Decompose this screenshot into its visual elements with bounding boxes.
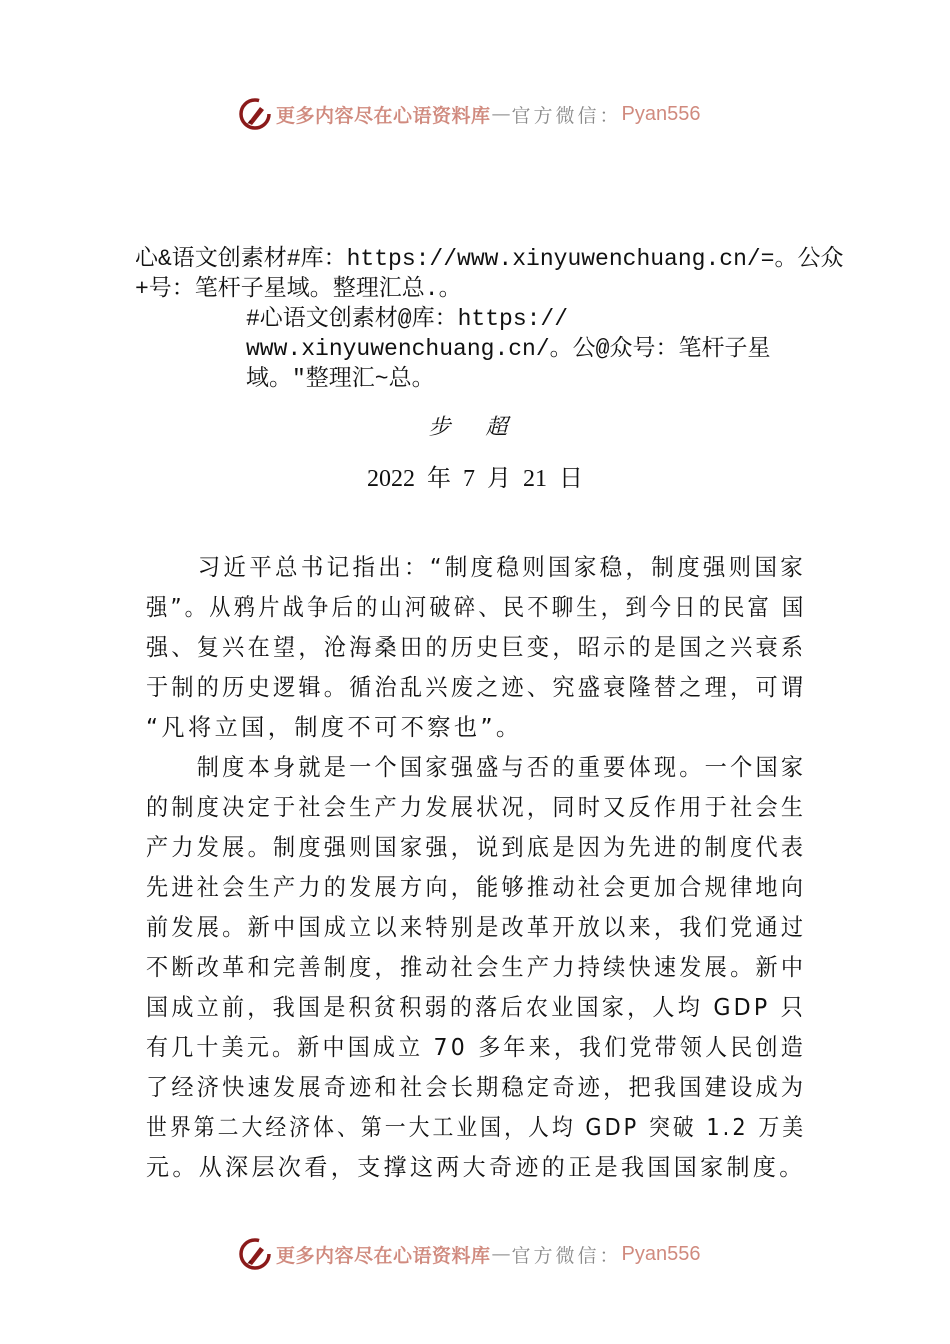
text-line: 的制度决定于社会生产力发展状况，同时又反作用于社会生 xyxy=(146,794,807,821)
banner-wechat-label: 官方微信： xyxy=(511,1244,622,1267)
watermark-line: +号：笔杆子星域。整理汇总.。 xyxy=(135,276,462,302)
text-line: 强、复兴在望，沧海桑田的历史巨变，昭示的是国之兴衰系 xyxy=(146,634,807,661)
text-line: 产力发展。制度强则国家强，说到底是因为先进的制度代表 xyxy=(146,834,807,861)
text-line: 前发展。新中国成立以来特别是改革开放以来，我们党通过 xyxy=(146,914,807,941)
text-line: 有几十美元。新中国成立 70 多年来，我们党带领人民创造 xyxy=(146,1034,806,1061)
watermark-block-1 xyxy=(135,244,855,304)
banner-dash: — xyxy=(491,1243,511,1265)
watermark-line: #心语文创素材@库：https:// xyxy=(246,306,569,332)
article-body xyxy=(146,548,806,1188)
watermark-line: www.xinyuwenchuang.cn/。公@众号：笔杆子星 xyxy=(246,336,771,362)
paragraph xyxy=(146,748,806,1188)
text-line: “凡将立国，制度不可不察也”。 xyxy=(146,714,523,741)
publish-date: 2022 年 7 月 21 日 xyxy=(367,466,583,492)
text-line: 国成立前，我国是积贫积弱的落后农业国家，人均 GDP 只 xyxy=(146,994,807,1021)
text-line: 世界第二大经济体、第一大工业国，人均 GDP 突破 1.2 万美 xyxy=(146,1114,807,1141)
text-line: 元。从深层次看，支撑这两大奇迹的正是我国国家制度。 xyxy=(146,1154,806,1181)
text-line: 于制的历史逻辑。循治乱兴废之迹、究盛衰隆替之理，可谓 xyxy=(146,674,807,701)
banner-dash: — xyxy=(491,103,511,125)
banner-main-text: 更多内容尽在心语资料库 xyxy=(276,1244,491,1267)
watermark-block-2 xyxy=(246,304,806,394)
header-banner xyxy=(238,94,738,134)
watermark-line: 心&语文创素材#库：https://www.xinyuwenchuang.cn/=。公众 xyxy=(135,246,844,272)
watermark-line: 域。"整理汇~总。 xyxy=(246,366,435,392)
text-line: 制度本身就是一个国家强盛与否的重要体现。一个国家 xyxy=(146,754,807,781)
text-line: 先进社会生产力的发展方向，能够推动社会更加合规律地向 xyxy=(146,874,807,901)
banner-main-text: 更多内容尽在心语资料库 xyxy=(276,104,491,127)
banner-wechat-id: Pyan556 xyxy=(621,1242,701,1265)
quill-pen-logo-icon xyxy=(238,97,272,131)
text-line: 习近平总书记指出：“制度稳则国家稳，制度强则国家 xyxy=(146,554,807,581)
banner-wechat-label: 官方微信： xyxy=(511,104,622,127)
footer-banner xyxy=(238,1234,738,1274)
paragraph xyxy=(146,548,806,748)
author-name: 步 超 xyxy=(428,415,522,440)
banner-wechat-id: Pyan556 xyxy=(621,102,701,125)
text-line: 不断改革和完善制度，推动社会生产力持续快速发展。新中 xyxy=(146,954,807,981)
text-line: 强”。从鸦片战争后的山河破碎、民不聊生，到今日的民富 国 xyxy=(146,594,807,621)
quill-pen-logo-icon xyxy=(238,1237,272,1271)
text-line: 了经济快速发展奇迹和社会长期稳定奇迹，把我国建设成为 xyxy=(146,1074,807,1101)
